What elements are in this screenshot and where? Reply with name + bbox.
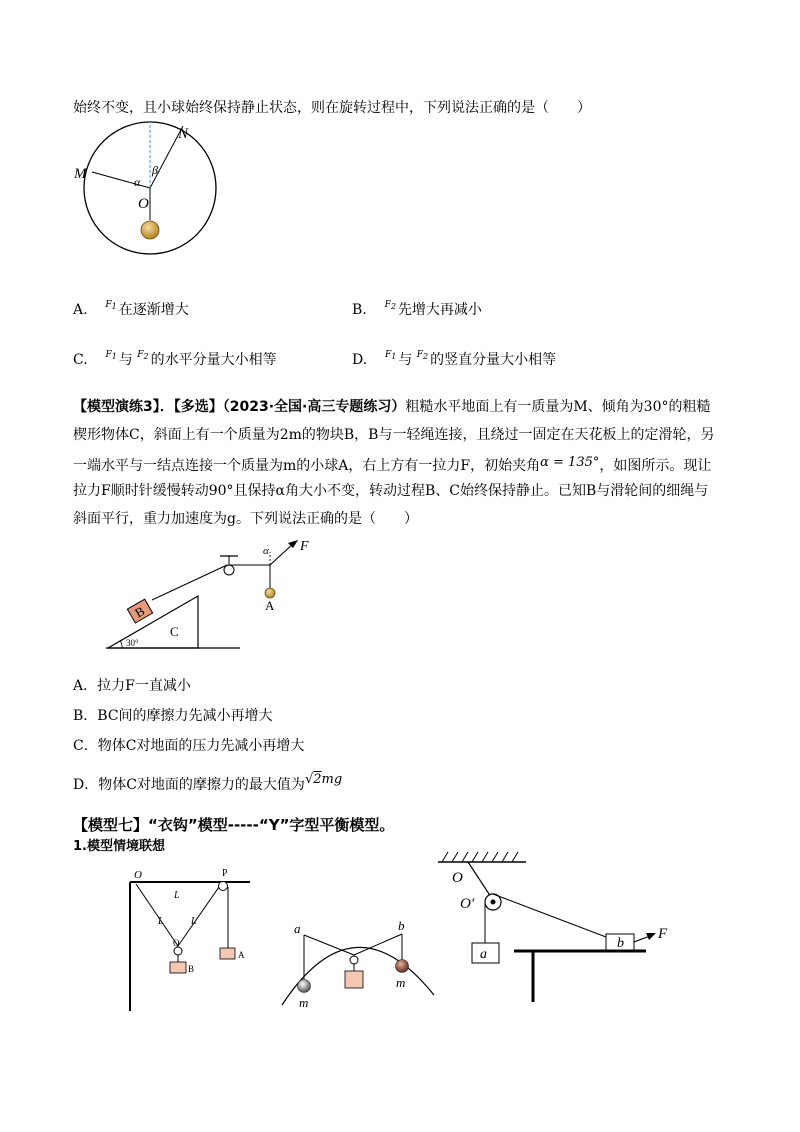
label-N: N — [178, 126, 189, 142]
force-F-line — [634, 936, 650, 942]
q2-figure — [100, 532, 320, 657]
label-Q: Q — [173, 938, 180, 948]
pulley-center — [491, 900, 496, 905]
string-M — [92, 172, 150, 188]
q2-option-d[interactable]: D．物体C对地面的摩擦力的最大值为√2mg — [73, 772, 343, 793]
pulley-P — [219, 882, 228, 891]
fig4-arc — [262, 915, 447, 1015]
q2-line3: 一端水平与一结点连接一个质量为m的小球A，右上方有一拉力F，初始夹角α = 135°，如图所示。现让 — [73, 455, 712, 474]
label-A: A — [265, 598, 275, 613]
q1-figure — [70, 120, 220, 260]
q2-option-c[interactable]: C．物体C对地面的压力先减小再增大 — [73, 738, 305, 754]
label-m-left: m — [299, 995, 309, 1010]
label-b: b — [617, 936, 624, 951]
label-F: F — [658, 926, 668, 942]
q2-option-b[interactable]: B．BC间的摩擦力先减小再增大 — [73, 708, 273, 724]
label-L-right: L — [191, 916, 197, 927]
q2-line4: 拉力F顺时针缓慢转动90°且保持α角大小不变，转动过程B、C始终保持静止。已知B与滑轮间的细绳与 — [73, 483, 709, 499]
q1-option-d[interactable]: D. $^{F1}$ 与 $^{F2}$ 的竖直分量大小相等 — [352, 350, 557, 368]
section-subtitle: 1.模型情境联想 — [73, 839, 165, 854]
rope-a-hook — [304, 935, 354, 955]
ball-right — [396, 960, 409, 973]
label-alpha: α — [263, 545, 269, 557]
label-b: b — [398, 918, 405, 933]
q2-option-a[interactable]: A．拉力F一直减小 — [73, 678, 191, 694]
label-F: F — [300, 539, 309, 554]
rope-Q-P — [178, 887, 219, 946]
wedge-C — [108, 596, 198, 648]
label-A: A — [238, 950, 245, 960]
angle-arc — [120, 640, 122, 648]
fig3-gallows — [118, 866, 263, 1016]
label-L-left: L — [158, 916, 164, 927]
block-A — [220, 948, 235, 959]
label-M: M — [74, 166, 87, 182]
ball-A — [265, 588, 275, 598]
q1-option-a[interactable]: A. $^{F1}$ 在逐渐增大 — [73, 300, 189, 318]
q2-header: 【模型演练3】．【多选】（2023·全国·高三专题练习） — [73, 399, 406, 415]
label-B: B — [132, 603, 148, 621]
rope-O-Q — [136, 884, 178, 946]
force-F-line — [270, 543, 294, 565]
block-B — [170, 962, 186, 973]
label-a: a — [294, 921, 301, 936]
label-beta: β — [152, 163, 158, 177]
label-Oprime: O′ — [460, 896, 475, 912]
label-O: O — [134, 869, 142, 881]
label-O: O — [138, 196, 149, 212]
q2-line5: 斜面平行，重力加速度为g。下列说法正确的是（ ） — [73, 511, 418, 527]
fig5-pulley-table — [436, 850, 686, 1005]
hook-block — [345, 971, 363, 988]
label-O: O — [452, 870, 463, 886]
q2-line1: 【模型演练3】．【多选】（2023·全国·高三专题练习）粗糙水平地面上有一质量为M、倾角为30°的粗糙 — [73, 399, 711, 415]
hook-Q — [174, 947, 182, 955]
pulley — [224, 565, 234, 575]
label-P: P — [222, 868, 228, 879]
q1-option-b[interactable]: B. $^{F2}$ 先增大再减小 — [352, 300, 482, 318]
label-C: C — [170, 624, 179, 639]
intro-line: 始终不变，且小球始终保持静止状态，则在旋转过程中，下列说法正确的是（ ） — [73, 100, 591, 116]
label-L-top: L — [174, 890, 180, 901]
label-m-right: m — [396, 975, 406, 990]
label-30: 30° — [126, 638, 139, 648]
block-B — [127, 599, 152, 623]
rope-hook-b — [354, 934, 402, 955]
label-B: B — [188, 964, 195, 974]
ceiling-hatch — [442, 852, 518, 862]
q2-line2: 楔形物体C，斜面上有一个质量为2m的物块B，B与一轻绳连接，且绕过一固定在天花板上的定滑轮，另 — [73, 427, 715, 443]
hook — [350, 956, 358, 964]
section-title: 【模型七】“衣钩”模型-----“Y”字型平衡模型。 — [73, 816, 395, 834]
ball — [141, 221, 159, 239]
ball-left — [298, 980, 311, 993]
rope-to-b — [493, 894, 606, 937]
q1-option-c[interactable]: C. $^{F1}$ 与 $^{F2}$ 的水平分量大小相等 — [73, 350, 277, 368]
label-alpha: α — [134, 175, 141, 189]
force-F-arrowhead — [646, 933, 656, 940]
label-a: a — [480, 947, 487, 962]
rope-incline — [152, 565, 227, 600]
